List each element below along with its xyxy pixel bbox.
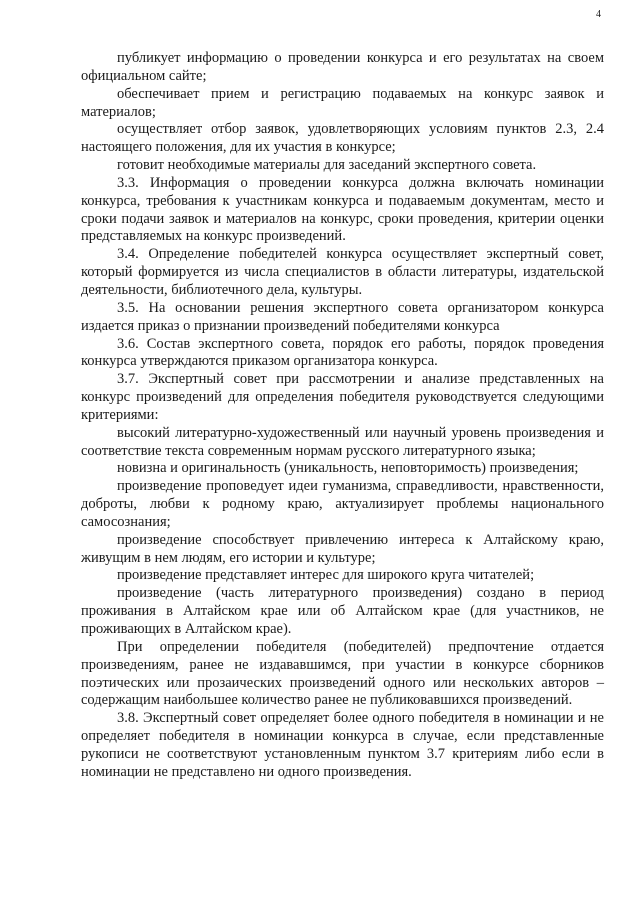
- document-body: [81, 50, 604, 782]
- paragraph: публикует информацию о проведении конкурса и его результатах на своем официальном сайте;: [81, 50, 604, 84]
- paragraph: 3.4. Определение победителей конкурса осуществляет экспертный совет, который формируется из числа специалистов в области литературы, издательской деятельности, библиотечного дела, культуры.: [81, 246, 604, 298]
- paragraph: 3.8. Экспертный совет определяет более одного победителя в номинации и не определяет победителя в номинации конкурса в случае, если представленные рукописи не соответствуют установленным пунктом 3.7 критериям либо если в номинации не представлено ни одного произведения.: [81, 710, 604, 780]
- paragraph: произведение проповедует идеи гуманизма, справедливости, нравственности, доброты, любви к родному краю, актуализирует проблемы национального самосознания;: [81, 478, 604, 530]
- paragraph: 3.5. На основании решения экспертного совета организатором конкурса издается приказ о признании произведений победителями конкурса: [81, 299, 604, 334]
- paragraph: обеспечивает прием и регистрацию подаваемых на конкурс заявок и материалов;: [81, 85, 604, 120]
- paragraph: 3.6. Состав экспертного совета, порядок его работы, порядок проведения конкурса утверждаются приказом организатора конкурса.: [81, 335, 604, 370]
- paragraph: готовит необходимые материалы для заседаний экспертного совета.: [117, 157, 537, 174]
- paragraph: 3.7. Экспертный совет при рассмотрении и анализе представленных на конкурс произведений для определения победителя руководствуется следующими критериями:: [81, 371, 604, 423]
- paragraph: новизна и оригинальность (уникальность, неповторимость) произведения;: [117, 460, 579, 477]
- paragraph: произведение способствует привлечению интереса к Алтайскому краю, живущим в нем людям, его истории и культуре;: [81, 531, 604, 566]
- paragraph: произведение (часть литературного произведения) создано в период проживания в Алтайском крае или об Алтайском крае (для участников, не проживающих в Алтайском крае).: [81, 585, 604, 637]
- page-number: 4: [596, 9, 601, 20]
- paragraph: осуществляет отбор заявок, удовлетворяющих условиям пунктов 2.3, 2.4 настоящего положения, для их участия в конкурсе;: [81, 121, 604, 156]
- paragraph: произведение представляет интерес для широкого круга читателей;: [117, 567, 535, 584]
- paragraph: При определении победителя (победителей) предпочтение отдается произведениям, ранее не издававшимся, при участии в конкурсе сборников поэтических или прозаических произведений одного или нескольких авторов – содержащим наибольшее количество ранее не публиковавшихся произведений.: [81, 638, 604, 709]
- paragraph: 3.3. Информация о проведении конкурса должна включать номинации конкурса, требования к участникам конкурса и подаваемым документам, место и сроки подачи заявок и материалов на конкурс, сроки проведения, критерии оценки представляемых на конкурс произведений.: [81, 174, 604, 245]
- paragraph: высокий литературно-художественный или научный уровень произведения и соответствие текста современным нормам русского литературного языка;: [81, 424, 604, 459]
